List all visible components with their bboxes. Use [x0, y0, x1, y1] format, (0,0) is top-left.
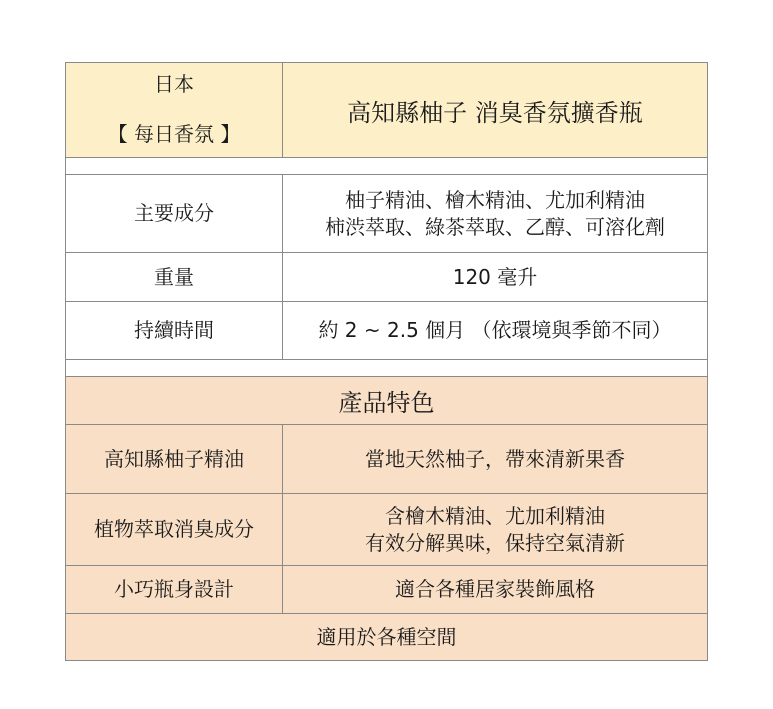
feature-label-cell — [66, 494, 283, 565]
feature-label-cell — [66, 425, 283, 493]
feature-value-line: 當地天然柚子，帶來清新果香 — [365, 446, 625, 471]
spec-label-cell — [66, 253, 283, 301]
feature-row — [65, 494, 708, 566]
feature-value-cell — [283, 494, 707, 565]
spec-value-line: 約 2 ~ 2.5 個月 （依環境與季節不同） — [318, 318, 672, 342]
features-heading: 產品特色 — [338, 389, 435, 417]
spec-label: 持續時間 — [134, 318, 214, 342]
spec-label: 主要成分 — [134, 201, 214, 225]
feature-value-cell — [283, 425, 707, 493]
feature-label: 植物萃取消臭成分 — [94, 517, 254, 541]
spec-label: 重量 — [154, 264, 194, 289]
feature-value-cell — [283, 566, 707, 613]
spec-value-cell — [283, 302, 707, 359]
feature-value-line: 適合各種居家裝飾風格 — [395, 577, 595, 601]
feature-label-cell — [66, 566, 283, 613]
spec-value-line: 柿渋萃取、綠茶萃取、乙醇、可溶化劑 — [325, 214, 665, 239]
feature-value-line: 含檜木精油、尤加利精油 — [385, 503, 605, 528]
spec-row-duration — [65, 302, 708, 360]
features-footer: 適用於各種空間 — [316, 624, 457, 649]
features-footer-row — [65, 614, 708, 661]
feature-value-line: 有效分解異味，保持空氣清新 — [365, 530, 625, 555]
spec-value-cell — [283, 175, 707, 252]
feature-label: 高知縣柚子精油 — [104, 446, 244, 471]
product-spec-table — [65, 62, 708, 661]
feature-row — [65, 425, 708, 494]
spec-value-line: 120 毫升 — [452, 264, 538, 289]
spacer-row — [65, 360, 708, 377]
features-heading-cell — [66, 377, 707, 424]
brand-label: 【 每日香氛 】 — [107, 122, 241, 146]
spec-label-cell — [66, 175, 283, 252]
spacer-row — [65, 158, 708, 175]
spec-label-cell — [66, 302, 283, 359]
features-footer-cell — [66, 614, 707, 660]
feature-label: 小巧瓶身設計 — [114, 577, 234, 601]
features-heading-row — [65, 377, 708, 425]
header-row — [65, 62, 708, 158]
feature-row — [65, 566, 708, 614]
product-title-cell — [283, 63, 707, 157]
spec-value-line: 柚子精油、檜木精油、尤加利精油 — [345, 187, 645, 212]
origin-brand-cell — [66, 63, 283, 157]
spec-row-ingredients — [65, 175, 708, 253]
spec-value-cell — [283, 253, 707, 301]
spec-row-weight — [65, 253, 708, 302]
origin-label: 日本 — [154, 72, 194, 96]
product-title: 高知縣柚子 消臭香氛擴香瓶 — [347, 98, 643, 127]
